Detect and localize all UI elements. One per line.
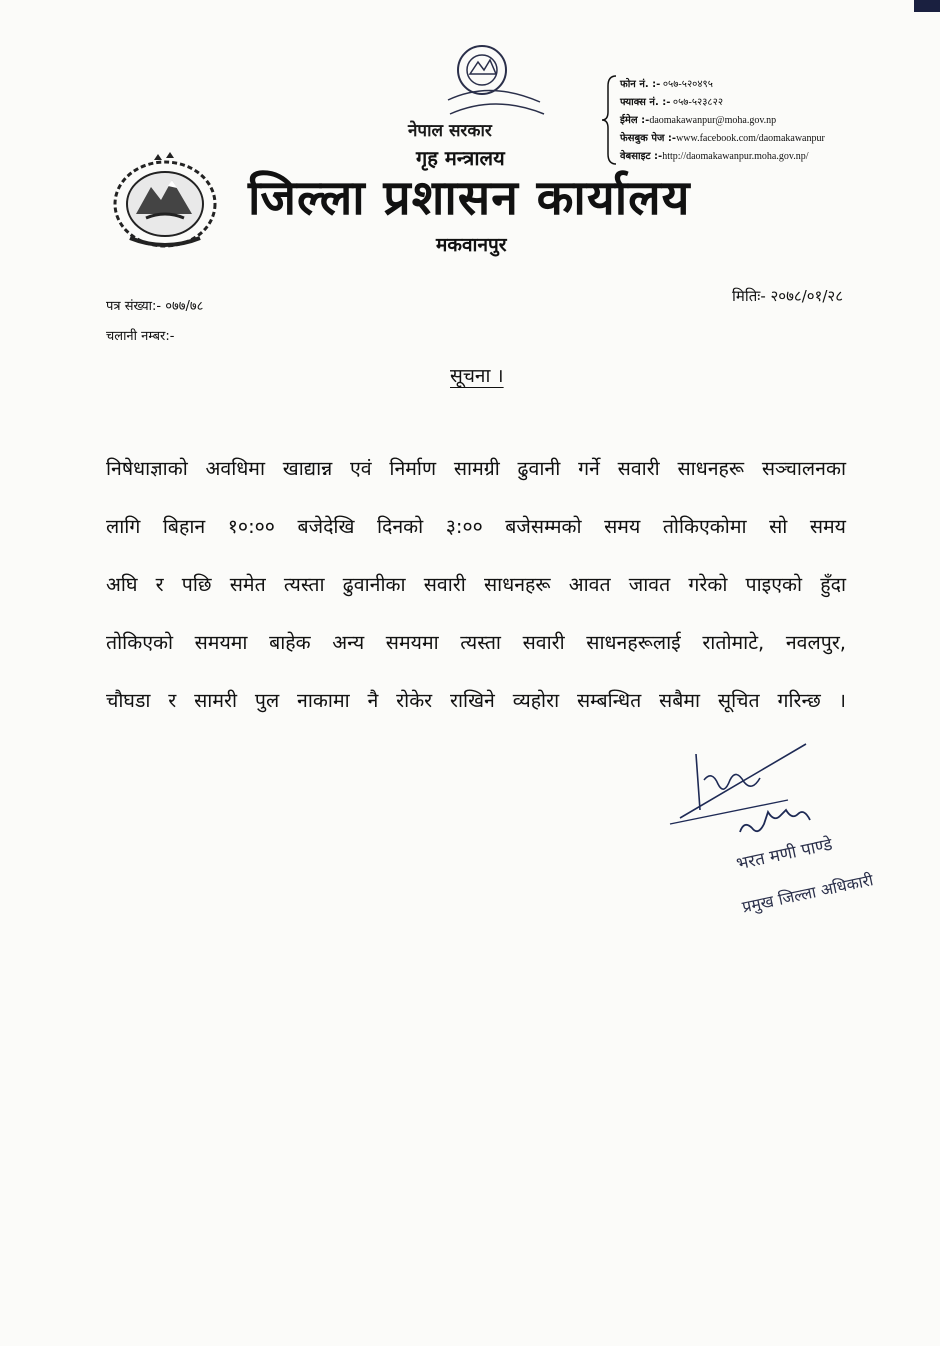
nepal-emblem-icon (106, 152, 224, 252)
district-name: मकवानपुर (436, 234, 507, 256)
contact-email: ईमेल :-daomakawanpur@moha.gov.np (620, 115, 777, 126)
letter-number: पत्र संख्या:- ०७७/७८ (106, 299, 204, 314)
notice-body (106, 440, 846, 730)
contact-info (620, 76, 825, 166)
government-name: नेपाल सरकार (408, 121, 492, 141)
notice-title: सूचना । (450, 365, 504, 387)
contact-fax: फ्याक्स नं. :- ०५७-५२३८२२ (620, 97, 724, 108)
letter-date: मितिः- २०७८/०१/२८ (732, 287, 844, 305)
office-title: जिल्ला प्रशासन कार्यालय (248, 170, 691, 226)
dispatch-number: चलानी नम्बर:- (106, 329, 175, 344)
contact-facebook: फेसबुक पेज :-www.facebook.com/daomakawanpur (620, 133, 825, 144)
notice-line: तोकिएको समयमा बाहेक अन्य समयमा त्यस्ता सवारी साधनहरूलाई रातोमाटे, नवलपुर, (106, 631, 846, 654)
handwritten-signature (660, 740, 820, 850)
brace-icon (600, 74, 618, 166)
signer-title: प्रमुख जिल्ला अधिकारी (740, 870, 875, 917)
signer-name: भरत मणी पाण्डे (734, 834, 835, 875)
contact-website: वेबसाइट :-http://daomakawanpur.moha.gov.np/ (620, 151, 809, 162)
reference-block (106, 292, 203, 352)
notice-line: अघि र पछि समेत त्यस्ता ढुवानीका सवारी साधनहरू आवत जावत गरेको पाइएको हुँदा (106, 573, 846, 596)
scan-corner-mark (914, 0, 940, 12)
contact-phone: फोन नं. :- ०५७-५२०४९५ (620, 79, 713, 90)
notice-line: लागि बिहान १०:०० बजेदेखि दिनको ३:०० बजेसम्मको समय तोकिएकोमा सो समय (106, 515, 846, 538)
ministry-name: गृह मन्त्रालय (416, 146, 505, 170)
notice-line: चौघडा र सामरी पुल नाकामा नै रोकेर राखिने व्यहोरा सम्बन्धित सबैमा सूचित गरिन्छ । (106, 689, 846, 712)
notice-line: निषेधाज्ञाको अवधिमा खाद्यान्न एवं निर्माण सामग्री ढुवानी गर्ने सवारी साधनहरू सञ्चालनका (106, 457, 846, 480)
